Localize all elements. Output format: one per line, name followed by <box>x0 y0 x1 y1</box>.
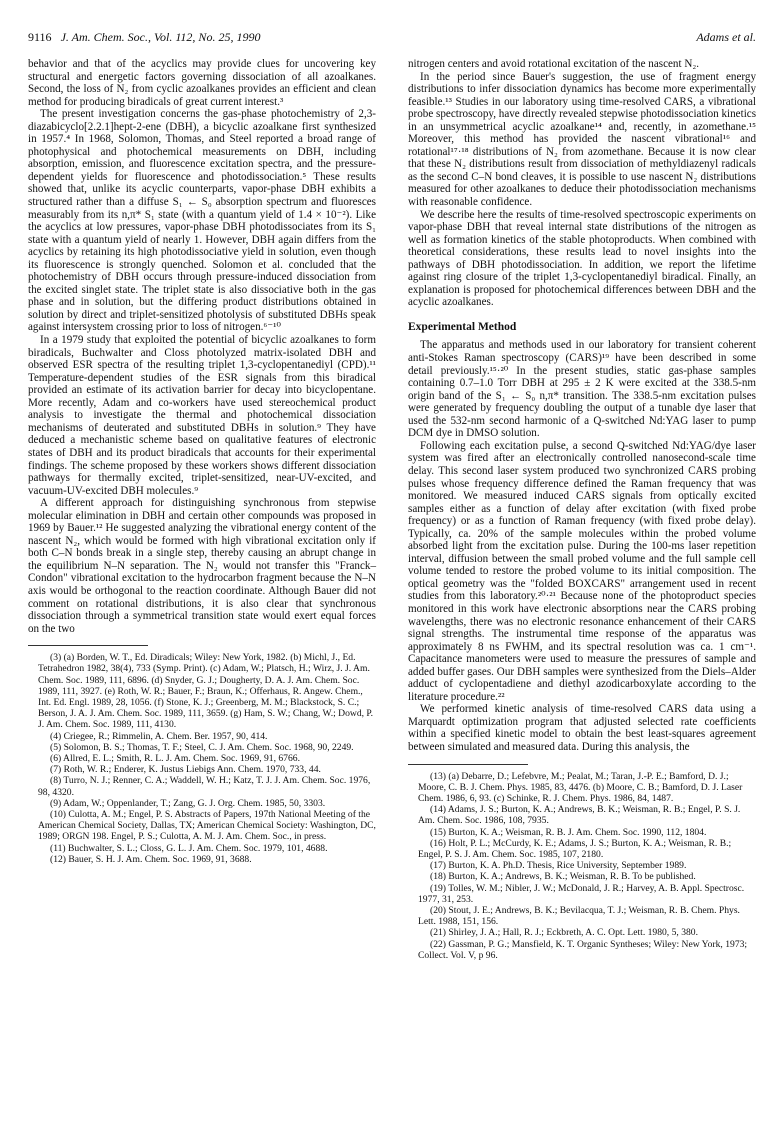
section-heading: Experimental Method <box>408 320 517 333</box>
running-header <box>28 30 756 48</box>
footnote: (8) Turro, N. J.; Renner, C. A.; Waddell, W. H.; Katz, T. J. J. Am. Chem. Soc. 1976, 98, 4320. <box>38 775 371 798</box>
body-paragraph: We describe here the results of time-resolved spectroscopic experiments on vapor-phase DBH that reveal internal state distributions of the nitrogen as well as formation kinetics of the stable photoproducts. When combined with theoretical considerations, these results lead to novel insights into the pathways of DBH photodissociation. In addition, we report the lifetime against ring closure of the triplet 1,3-cyclopentanediyl biradical. Finally, an explanation is proposed for photochemical differences between DBH and the acyclic azoalkanes. <box>408 208 756 309</box>
footnote: (7) Roth, W. R.; Enderer, K. Justus Liebigs Ann. Chem. 1970, 733, 44. <box>50 764 321 776</box>
footnote: (5) Solomon, B. S.; Thomas, T. F.; Steel, C. J. Am. Chem. Soc. 1968, 90, 2249. <box>50 741 354 753</box>
header-authors: Adams et al. <box>696 30 756 44</box>
body-paragraph: nitrogen centers and avoid rotational excitation of the nascent N₂. <box>408 58 699 70</box>
page-number: 9116 <box>28 30 52 44</box>
footnote: (12) Bauer, S. H. J. Am. Chem. Soc. 1969, 91, 3688. <box>50 853 252 865</box>
footnote-rule <box>408 764 528 765</box>
footnote: (6) Allred, E. L.; Smith, R. L. J. Am. Chem. Soc. 1969, 91, 6766. <box>50 752 300 764</box>
body-paragraph: behavior and that of the acyclics may provide clues for uncovering key structural and energetic factors governing dissociation of all azoalkanes. Second, the loss of N₂ from cyclic azoalkanes provides an efficient and clean method for producing biradicals of great current interest.³ <box>28 58 376 108</box>
footnote: (21) Shirley, J. A.; Hall, R. J.; Eckbreth, A. C. Opt. Lett. 1980, 5, 380. <box>430 927 698 939</box>
journal-citation: J. Am. Chem. Soc., Vol. 112, No. 25, 1990 <box>60 30 261 44</box>
header-left <box>28 30 260 45</box>
footnote: (19) Tolles, W. M.; Nibler, J. W.; McDonald, J. R.; Harvey, A. B. Appl. Spectrosc. 1977, 31, 253. <box>418 882 745 905</box>
body-paragraph: Following each excitation pulse, a second Q-switched Nd:YAG/dye laser system was fired after an electronically controlled nanosecond-scale time delay. This second laser system produced two synchronized CARS probing pulses whose frequency difference defined the Raman frequency that was monitored. We measured induced CARS signals from optically excited samples either as a function of delay after excitation (with fixed probe frequency) or as a function of Raman frequency (with fixed probe delay). Typically, ca. 20% of the sample molecules within the probed volume absorbed light from the excitation pulse. During the 100-ms laser repetition interval, diffusion between the small probed volume and the full sample cell volume tended to restore the probed volume to its initial composition. The optical geometry was the "folded BOXCARS" arrangement used in recent studies from this laboratory.²⁰·²¹ Because none of the photoproduct species monitored in this work have electronic absorptions near the CARS probing wavelengths, there was no electronic resonance enhancement of their CARS signal strengths. The instrumental time response of the apparatus was approximately 8 ns FWHM, and its spectral resolution was ca. 1 cm⁻¹. Capacitance manometers were used to measure the pressures of sample and added buffer gases. Our DBH samples were synthesized from the Diels–Alder adduct of cyclopentadiene and diethyl azodicarboxylate according to the literature procedure.²² <box>408 439 756 703</box>
footnote: (3) (a) Borden, W. T., Ed. Diradicals; Wiley: New York, 1982. (b) Michl, J., Ed. Tetrahedron 1982, 38(4), 733 (Symp. Print). (c) Adam, W.; Platsch, H.; Wirz, J. J. Am. Chem. Soc. 1989, 111, 6896. (d) Snyder, G. J.; Dougherty, D. A. J. Am. Chem. Soc. 1989, 111, 3927. (e) Roth, W. R.; Bauer, F.; Braun, K.; Offerhaus, R. Angew. Chem., Int. Ed. Engl. 1989, 28, 1056. (f) Stone, K. J.; Greenberg, M. M.; Blackstock, S. C.; Berson, J. A. J. Am. Chem. Soc. 1989, 111, 3659. (g) Ham, S. W.; Chang, W.; Dowd, P. J. Am. Chem. Soc. 1989, 111, 4130. <box>38 652 374 731</box>
footnote: (16) Holt, P. L.; McCurdy, K. E.; Adams, J. S.; Burton, K. A.; Weisman, R. B.; Engel, P. S. J. Am. Chem. Soc. 1985, 107, 2180. <box>418 837 732 860</box>
footnote: (9) Adam, W.; Oppenlander, T.; Zang, G. J. Org. Chem. 1985, 50, 3303. <box>50 797 326 809</box>
body-paragraph: The present investigation concerns the gas-phase photochemistry of 2,3-diazabicyclo[2.2.1]hept-2-ene (DBH), a bicyclic azoalkane first synthesized in 1957.⁴ In 1968, Solomon, Thomas, and Steel reported a broad range of photophysical and photochemical measurements on DBH, including absorption, emission, and fluorescence excitation spectra, and the pressure-dependent yields for fluorescence and photodissociation.⁵ These results showed that, unlike its acyclic counterparts, vapor-phase DBH exhibits a structured rather than a diffuse S₁ ← S₀ absorption spectrum and fluoresces measurably from its n,π* S₁ state (with a quantum yield of 1.4 × 10⁻²). Like the acyclics at low pressures, vapor-phase DBH photodissociates from its S₁ state with a quantum yield of nearly 1. However, DBH again differs from the acyclics by retaining its high photodissociative yield in solution, even though its fluorescence is strongly quenched. Solomon et al. concluded that the photochemistry of DBH occurs through pressure-induced dissociation from the excited singlet state. The triplet state is also dissociative both in the gas phase and in solution, but the differing product distributions obtained in solution by direct and triplet-sensitized photolysis of substituted DBHs speak against intersystem crossing prior to loss of nitrogen.⁶⁻¹⁰ <box>28 108 376 334</box>
footnote: (17) Burton, K. A. Ph.D. Thesis, Rice University, September 1989. <box>430 860 687 872</box>
footnote: (22) Gassman, P. G.; Mansfield, K. T. Organic Syntheses; Wiley: New York, 1973; Collect. Vol. V, p 96. <box>418 938 748 961</box>
footnote: (20) Stout, J. E.; Andrews, B. K.; Bevilacqua, T. J.; Weisman, R. B. Chem. Phys. Lett. 1988, 151, 156. <box>418 904 740 928</box>
footnote: (14) Adams, J. S.; Burton, K. A.; Andrews, B. K.; Weisman, R. B.; Engel, P. S. J. Am. Chem. Soc. 1986, 108, 7935. <box>418 804 741 827</box>
footnote: (18) Burton, K. A.; Andrews, B. K.; Weisman, R. B. To be published. <box>430 871 696 883</box>
footnote: (13) (a) Debarre, D.; Lefebvre, M.; Pealat, M.; Taran, J.-P. E.; Bamford, D. J.; Moore, C. B. J. Chem. Phys. 1985, 83, 4476. (b) Moore, C. B.; Bamford, D. J. Laser Chem. 1986, 6, 93. (c) Schinke, R. J. Chem. Phys. 1986, 84, 1487. <box>418 770 743 804</box>
footnote: (10) Culotta, A. M.; Engel, P. S. Abstracts of Papers, 197th National Meeting of the American Chemical Society, Dallas, TX; American Chemical Society: Washington, DC, 1989; ORGN 198. Engel, P. S.; Culotta, A. M. J. Am. Chem. Soc., in press. <box>38 809 376 843</box>
footnote: (4) Criegee, R.; Rimmelin, A. Chem. Ber. 1957, 90, 414. <box>50 730 268 742</box>
right-column <box>408 58 756 961</box>
body-paragraph: In the period since Bauer's suggestion, the use of fragment energy distributions to infer dissociation dynamics has become more experimentally feasible.¹³ Studies in our laboratory using time-resolved CARS, a vibrational probe spectroscopy, have directly revealed stepwise photodissociation kinetics in an unsymmetrical acyclic azoalkane¹⁴ and, recently, in azomethane.¹⁵ Moreover, this method has provided the nascent vibrational¹⁶ and rotational¹⁷·¹⁸ distributions of N₂ from azomethane. Because it is now clear that these N₂ distributions result from dissociation of methyldiazenyl radicals as the second C–N bond cleaves, it is possible to use nascent N₂ distributions measured for other azoalkanes to deduce their photodissociation mechanisms with reasonable confidence. <box>408 70 757 209</box>
footnote: (15) Burton, K. A.; Weisman, R. B. J. Am. Chem. Soc. 1990, 112, 1804. <box>430 826 707 838</box>
body-paragraph: We performed kinetic analysis of time-resolved CARS data using a Marquardt optimization program that adjusted selected rate coefficients within a specified kinetic model to obtain the best least-squares agreement between simulated and measured data. During this analysis, the <box>408 703 756 753</box>
body-paragraph: In a 1979 study that exploited the potential of bicyclic azoalkanes to form biradicals, Buchwalter and Closs photolyzed matrix-isolated DBH and observed ESR spectra of the resulting triplet 1,3-cyclopentanediyl (CPD).¹¹ Temperature-dependent studies of the ESR signals from this biradical provided an estimate of its activation barrier for decay into bicyclopentane. More recently, Adam and co-workers have used stereochemical product analysis to investigate the thermal and photochemical dissociation mechanisms of deuterated and substituted DBHs in solution.⁹ They have deduced a mechanistic scheme based on qualitative features of electronic states of DBH and its product biradicals that accounts for their experimental findings. The scheme proposed by these workers shows different dissociation pathways for thermally excited, triplet-sensitized, near-UV-excited, and vacuum-UV-excited DBH molecules.⁹ <box>28 334 376 497</box>
left-column <box>28 58 376 865</box>
body-paragraph: The apparatus and methods used in our laboratory for transient coherent anti-Stokes Raman spectroscopy (CARS)¹⁹ have been described in some detail previously.¹⁵·²⁰ In the present studies, static gas-phase samples containing 0.7–1.0 Torr DBH at 295 ± 2 K were excited at the 338.5-nm origin band of the S₁ ← S₀ n,π* transition. The 338.5-nm excitation pulses were generated by frequency doubling the output of a tunable dye laser that used the 532-nm second harmonic of a Q-switched Nd:YAG laser to pump DCM dye in DMSO solution. <box>408 339 756 440</box>
footnote: (11) Buchwalter, S. L.; Closs, G. L. J. Am. Chem. Soc. 1979, 101, 4688. <box>50 842 328 854</box>
footnote-rule <box>28 645 148 646</box>
body-paragraph: A different approach for distinguishing synchronous from stepwise molecular elimination in DBH and certain other compounds was proposed in 1969 by Bauer.¹² He suggested analyzing the vibrational energy content of the nascent N₂, which would be formed with high vibrational excitation only if both C–N bonds break in a single step, thereby causing an abrupt change in the equilibrium N–N separation. The N₂ would not transfer this "Franck–Condon" vibrational excitation to the hydrocarbon fragment because the N–N axis would be orthogonal to the reaction coordinate. Although Bauer did not comment on rotational distributions, it is also clear that synchronous dissociation through a symmetrical transition state would exert equal forces on the two <box>28 497 376 635</box>
